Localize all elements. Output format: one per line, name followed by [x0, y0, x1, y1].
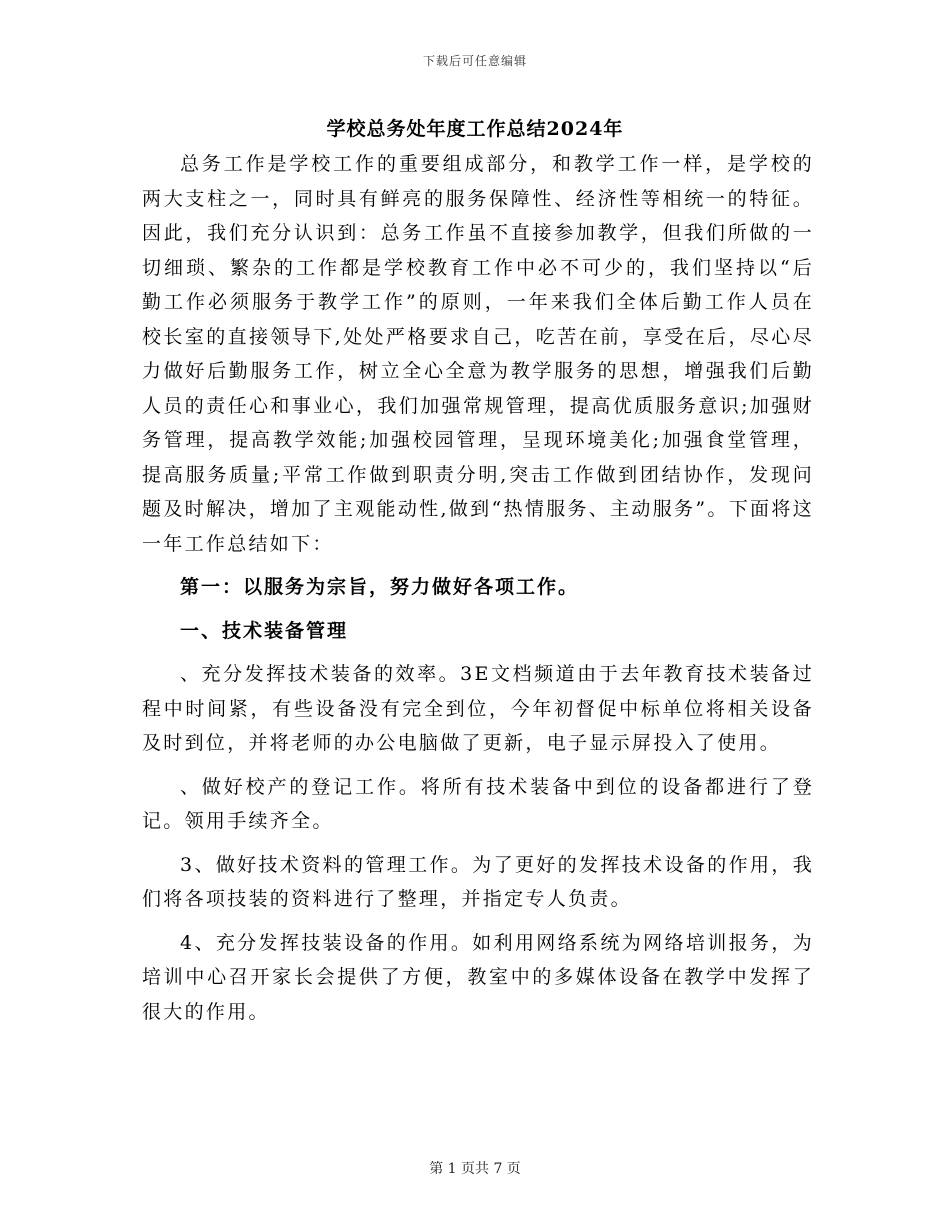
- item-paragraph-3: 3、做好技术资料的管理工作。为了更好的发挥技术设备的作用，我们将各项技装的资料进行了整理，并指定专人负责。: [142, 853, 814, 910]
- intro-paragraph: 总务工作是学校工作的重要组成部分，和教学工作一样，是学校的两大支柱之一，同时具有鲜亮的服务保障性、经济性等相统一的特征。因此，我们充分认识到：总务工作虽不直接参加教学，但我们所做的一切细琐、繁杂的工作都是学校教育工作中必不可少的，我们坚持以“后勤工作必须服务于教学工作”的原则，一年来我们全体后勤工作人员在校长室的直接领导下,处处严格要求自己，吃苦在前，享受在后，尽心尽力做好后勤服务工作，树立全心全意为教学服务的思想，增强我们后勤人员的责任心和事业心，我们加强常规管理，提高优质服务意识;加强财务管理，提高教学效能;加强校园管理，呈现环境美化;加强食堂管理，提高服务质量;平常工作做到职责分明,突击工作做到团结协作，发现问题及时解决，增加了主观能动性,做到“热情服务、主动服务”。下面将这一年工作总结如下：: [142, 153, 814, 555]
- document-body: [142, 147, 814, 1029]
- header-note: 下载后可任意编辑: [422, 54, 527, 68]
- subsection-heading: 一、技术装备管理: [180, 619, 349, 642]
- item-paragraph-1: 、充分发挥技术装备的效率。3E文档频道由于去年教育技术装备过程中时间紧，有些设备没有完全到位，今年初督促中标单位将相关设备及时到位，并将老师的办公电脑做了更新，电子显示屏投入了使用。: [142, 663, 814, 754]
- document-title: 学校总务处年度工作总结2024年: [326, 118, 624, 140]
- item-paragraph-4: 4、充分发挥技装设备的作用。如利用网络系统为网络培训报务，为培训中心召开家长会提供了方便，教室中的多媒体设备在教学中发挥了很大的作用。: [142, 931, 814, 1023]
- page-number: 第 1 页共 7 页: [429, 1161, 521, 1177]
- item-paragraph-2: 、做好校产的登记工作。将所有技术装备中到位的设备都进行了登记。领用手续齐全。: [142, 775, 814, 832]
- section-heading: 第一：以服务为宗旨，努力做好各项工作。: [180, 576, 580, 598]
